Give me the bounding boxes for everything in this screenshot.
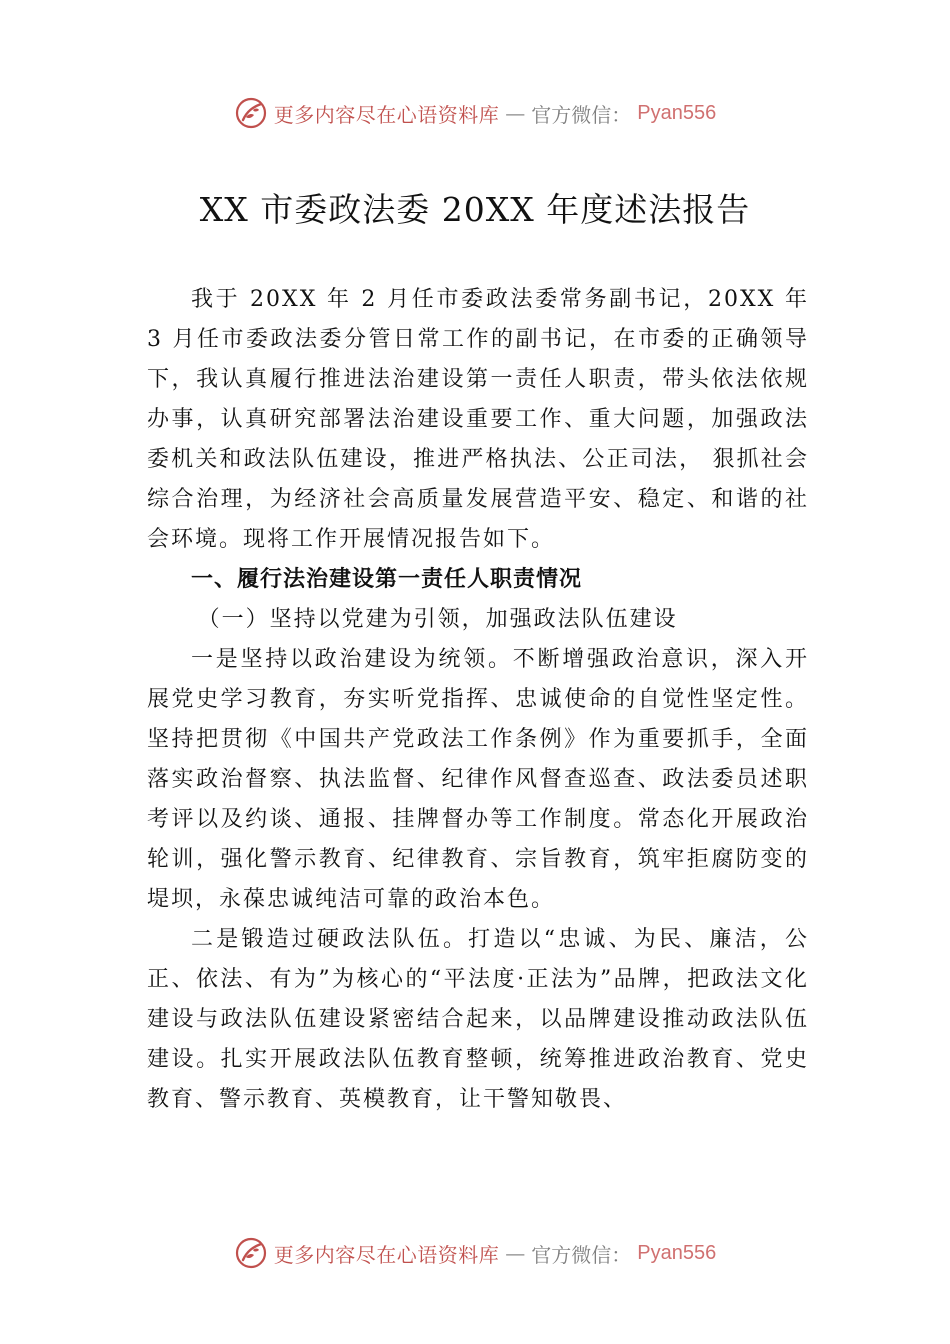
document-title: XX 市委政法委 20XX 年度述法报告: [199, 190, 751, 229]
watermark-library-text: 更多内容尽在心语资料库: [273, 102, 500, 127]
section-heading: 一、履行法治建设第一责任人职责情况: [191, 567, 583, 592]
watermark-footer: [0, 1236, 950, 1270]
intro-paragraph: 我于 20XX 年 2 月任市委政法委常务副书记，20XX 年 3 月任市委政法委分管日常工作的副书记，在市委的正确领导下，我认真履行推进法治建设第一责任人职责，带头依法依规办事，认真研究部署法治建设重要工作、重大问题，加强政法委机关和政法队伍建设，推进严格执法、公正司法， 狠抓社会综合治理，为经济社会高质量发展营造平安、稳定、和谐的社会环境。现将工作开展情况报告如下。: [147, 287, 809, 552]
subsection-heading: （一）坚持以党建为引领，加强政法队伍建设: [197, 607, 678, 632]
watermark-wechat-label: 官方微信：: [531, 102, 632, 127]
watermark-wechat-label: 官方微信：: [531, 1242, 632, 1267]
watermark-header: [0, 96, 950, 130]
watermark-wechat-id: Pyan556: [637, 1241, 717, 1264]
body-paragraph: 一是坚持以政治建设为统领。不断增强政治意识，深入开展党史学习教育，夯实听党指挥、忠诚使命的自觉性坚定性。坚持把贯彻《中国共产党政法工作条例》作为重要抓手，全面落实政治督察、执法监督、纪律作风督查巡查、政法委员述职考评以及约谈、通报、挂牌督办等工作制度。常态化开展政治轮训，强化警示教育、纪律教育、宗旨教育，筑牢拒腐防变的堤坝，永葆忠诚纯洁可靠的政治本色。: [147, 647, 809, 912]
rose-pen-logo-icon: [234, 96, 268, 130]
watermark-separator: —: [505, 101, 526, 125]
document-body: [147, 280, 809, 1120]
watermark-wechat-id: Pyan556: [637, 101, 717, 124]
watermark-library-text: 更多内容尽在心语资料库: [273, 1242, 500, 1267]
rose-pen-logo-icon: [234, 1236, 268, 1270]
watermark-separator: —: [505, 1241, 526, 1265]
body-paragraph: 二是锻造过硬政法队伍。打造以“忠诚、为民、廉洁，公正、依法、有为”为核心的“平法度·正法为”品牌，把政法文化建设与政法队伍建设紧密结合起来，以品牌建设推动政法队伍建设。扎实开展政法队伍教育整顿，统筹推进政治教育、党史教育、警示教育、英模教育，让干警知敬畏、: [147, 927, 809, 1112]
